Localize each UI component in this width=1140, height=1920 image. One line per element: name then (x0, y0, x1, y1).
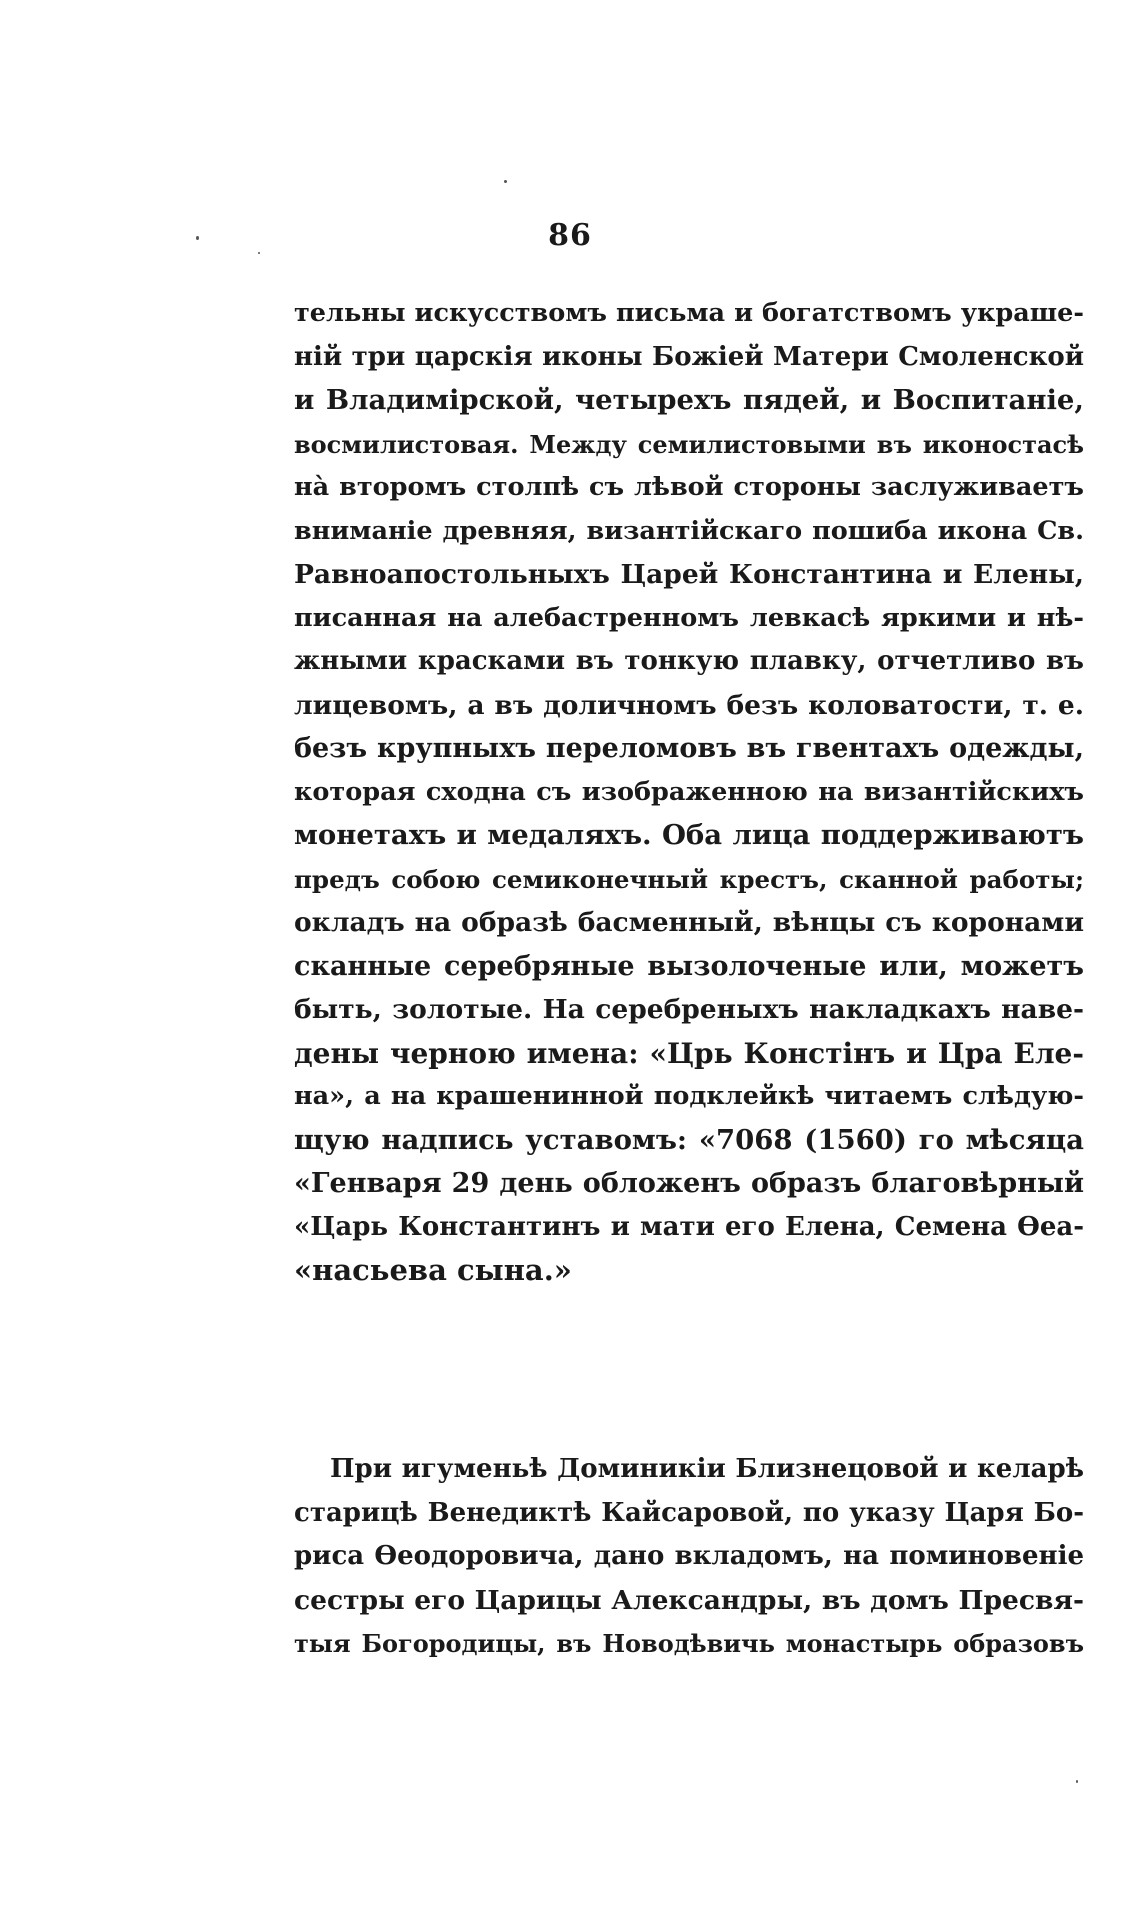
text-line: щую надпись уставомъ: «7068 (1560) го мѣсяца (294, 1123, 1084, 1156)
paragraph-1 (294, 292, 1084, 1293)
text-line: тельны искусствомъ письма и богатствомъ украше- (294, 298, 1084, 328)
text-line: сканные серебряные вызолоченые или, можетъ (294, 950, 1084, 982)
ink-speck (504, 180, 507, 183)
text-line: жными красками въ тонкую плавку, отчетливо въ (294, 646, 1084, 676)
text-line: на̀ второмъ столпѣ съ лѣвой стороны заслуживаетъ (294, 472, 1084, 502)
text-line: «насьева сына.» (294, 1253, 572, 1287)
text-line: «Генваря 29 день обложенъ образъ благовѣрный (294, 1168, 1084, 1199)
text-line: предъ собою семиконечный крестъ, сканной работы; (294, 864, 1084, 894)
text-line: вниманiе древняя, византiйскаго пошиба икона Св. (294, 515, 1084, 546)
text-line: нiй три царскiя иконы Божiей Матери Смоленской (294, 341, 1084, 372)
text-line: писанная на алебастренномъ левкасѣ яркими и нѣ- (294, 602, 1084, 633)
text-line: восмилистовая. Между семилистовыми въ иконостасѣ (294, 429, 1084, 459)
text-line: безъ крупныхъ переломовъ въ гвентахъ одежды, (294, 733, 1084, 764)
text-line: дены черною имена: «Црь Констiнъ и Цра Еле- (294, 1036, 1084, 1070)
text-line: риса Ѳеодоровича, дано вкладомъ, на поминовенiе (294, 1541, 1084, 1571)
text-line: и Владимiрской, четырехъ пядей, и Воспитанiе, (294, 384, 1084, 416)
text-line: лицевомъ, а въ доличномъ безъ коловатости, т. е. (294, 689, 1084, 721)
ink-speck (1076, 1780, 1078, 1783)
text-line: монетахъ и медаляхъ. Оба лица поддерживаютъ (294, 819, 1084, 851)
text-line: тыя Богородицы, въ Новодѣвичь монастырь образовъ (294, 1629, 1084, 1658)
text-line: быть, золотые. На серебреныхъ накладкахъ наве- (294, 994, 1084, 1025)
text-line: Равноапостольныхъ Царей Константина и Елены, (294, 559, 1084, 590)
text-line: При игуменьѣ Доминикiи Близнецовой и келарѣ (330, 1454, 1084, 1484)
text-line: сестры его Царицы Александры, въ домъ Пресвя- (294, 1584, 1084, 1616)
page-number: 86 (548, 218, 592, 253)
text-line: которая сходна съ изображенною на византiйскихъ (294, 776, 1084, 807)
text-line: «Царь Константинъ и мати его Елена, Семена Ѳеа- (294, 1211, 1084, 1242)
text-line: на», а на крашенинной подклейкѣ читаемъ слѣдую- (294, 1081, 1084, 1111)
paragraph-2 (294, 1448, 1084, 1666)
text-line: старицѣ Венедиктѣ Кайсаровой, по указу Царя Бо- (294, 1497, 1084, 1528)
text-line: окладъ на образѣ басменный, вѣнцы съ коронами (294, 907, 1084, 938)
